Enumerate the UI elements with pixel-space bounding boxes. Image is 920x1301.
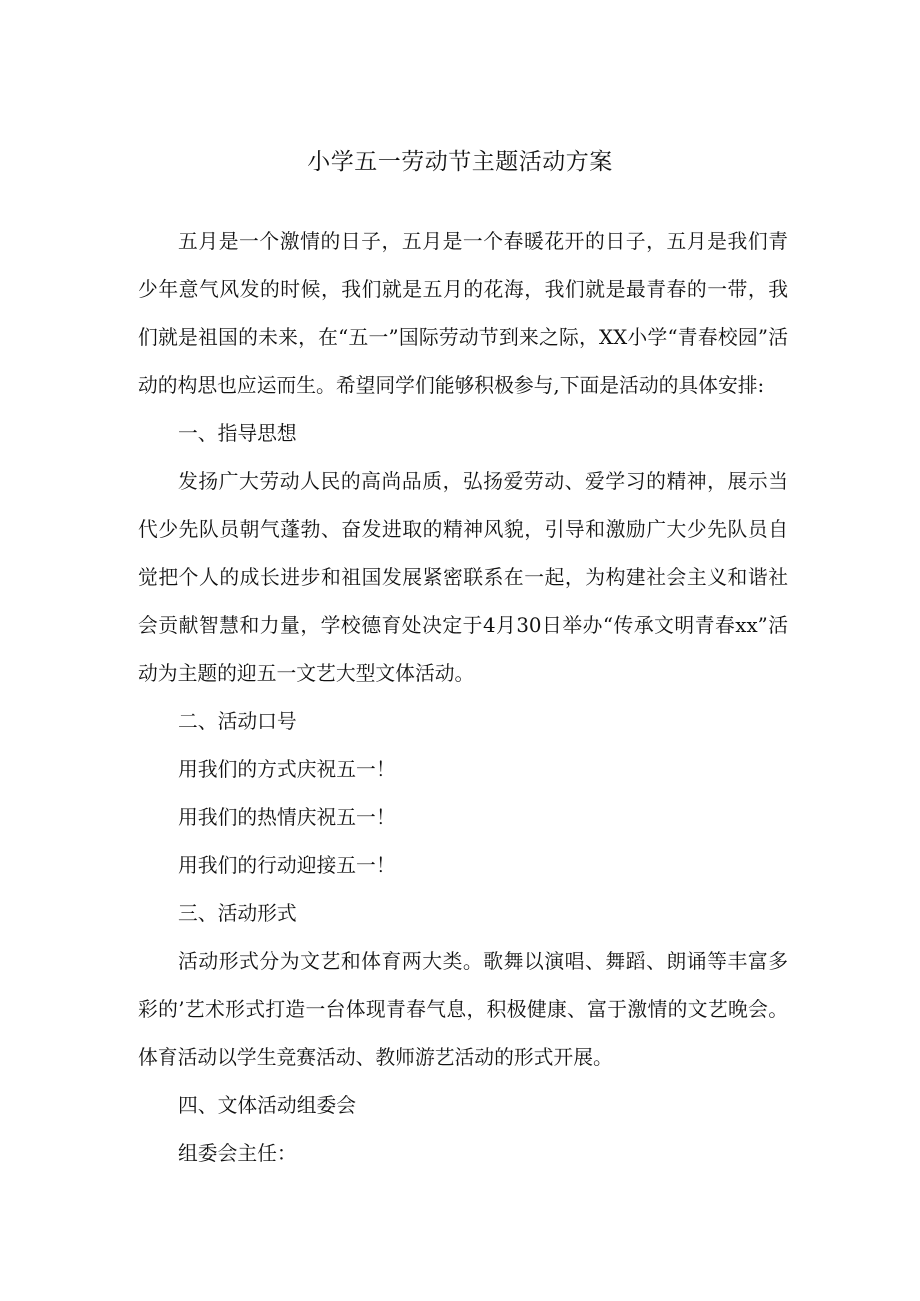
section-heading-guiding-thought: 一、指导思想 [178, 422, 297, 445]
document-title: 小学五一劳动节主题活动方案 [307, 149, 613, 175]
section-heading-activity-form: 三、活动形式 [178, 902, 297, 925]
activity-form-paragraph: 活动形式分为文艺和体育两大类。歌舞以演唱、舞蹈、朗诵等丰富多彩的’艺术形式打造一台体现青春气息，积极健康、富于激情的文艺晚会。体育活动以学生竞赛活动、教师游艺活动的形式开展。 [138, 950, 788, 1069]
slogan-line: 用我们的方式庆祝五一！ [178, 758, 396, 781]
slogan-line: 用我们的行动迎接五一！ [178, 854, 396, 877]
document-body [138, 218, 788, 1178]
committee-director-label: 组委会主任： [178, 1142, 297, 1165]
section-heading-committee: 四、文体活动组委会 [178, 1094, 357, 1117]
guiding-thought-paragraph: 发扬广大劳动人民的高尚品质，弘扬爱劳动、爱学习的精神，展示当代少先队员朝气蓬勃、奋发进取的精神风貌，引导和激励广大少先队员自觉把个人的成长进步和祖国发展紧密联系在一起，为构建社会主义和谐社会贡献智慧和力量，学校德育处决定于4月30日举办“传承文明青春xx”活动为主题的迎五一文艺大型文体活动。 [138, 470, 788, 685]
section-heading-slogans: 二、活动口号 [178, 710, 297, 733]
intro-paragraph: 五月是一个激情的日子，五月是一个春暖花开的日子，五月是我们青少年意气风发的时候，我们就是五月的花海，我们就是最青春的一带，我们就是祖国的未来，在“五一”国际劳动节到来之际，XX小学“青春校园”活动的构思也应运而生。希望同学们能够积极参与,下面是活动的具体安排: [138, 230, 788, 397]
slogan-line: 用我们的热情庆祝五一！ [178, 806, 396, 829]
